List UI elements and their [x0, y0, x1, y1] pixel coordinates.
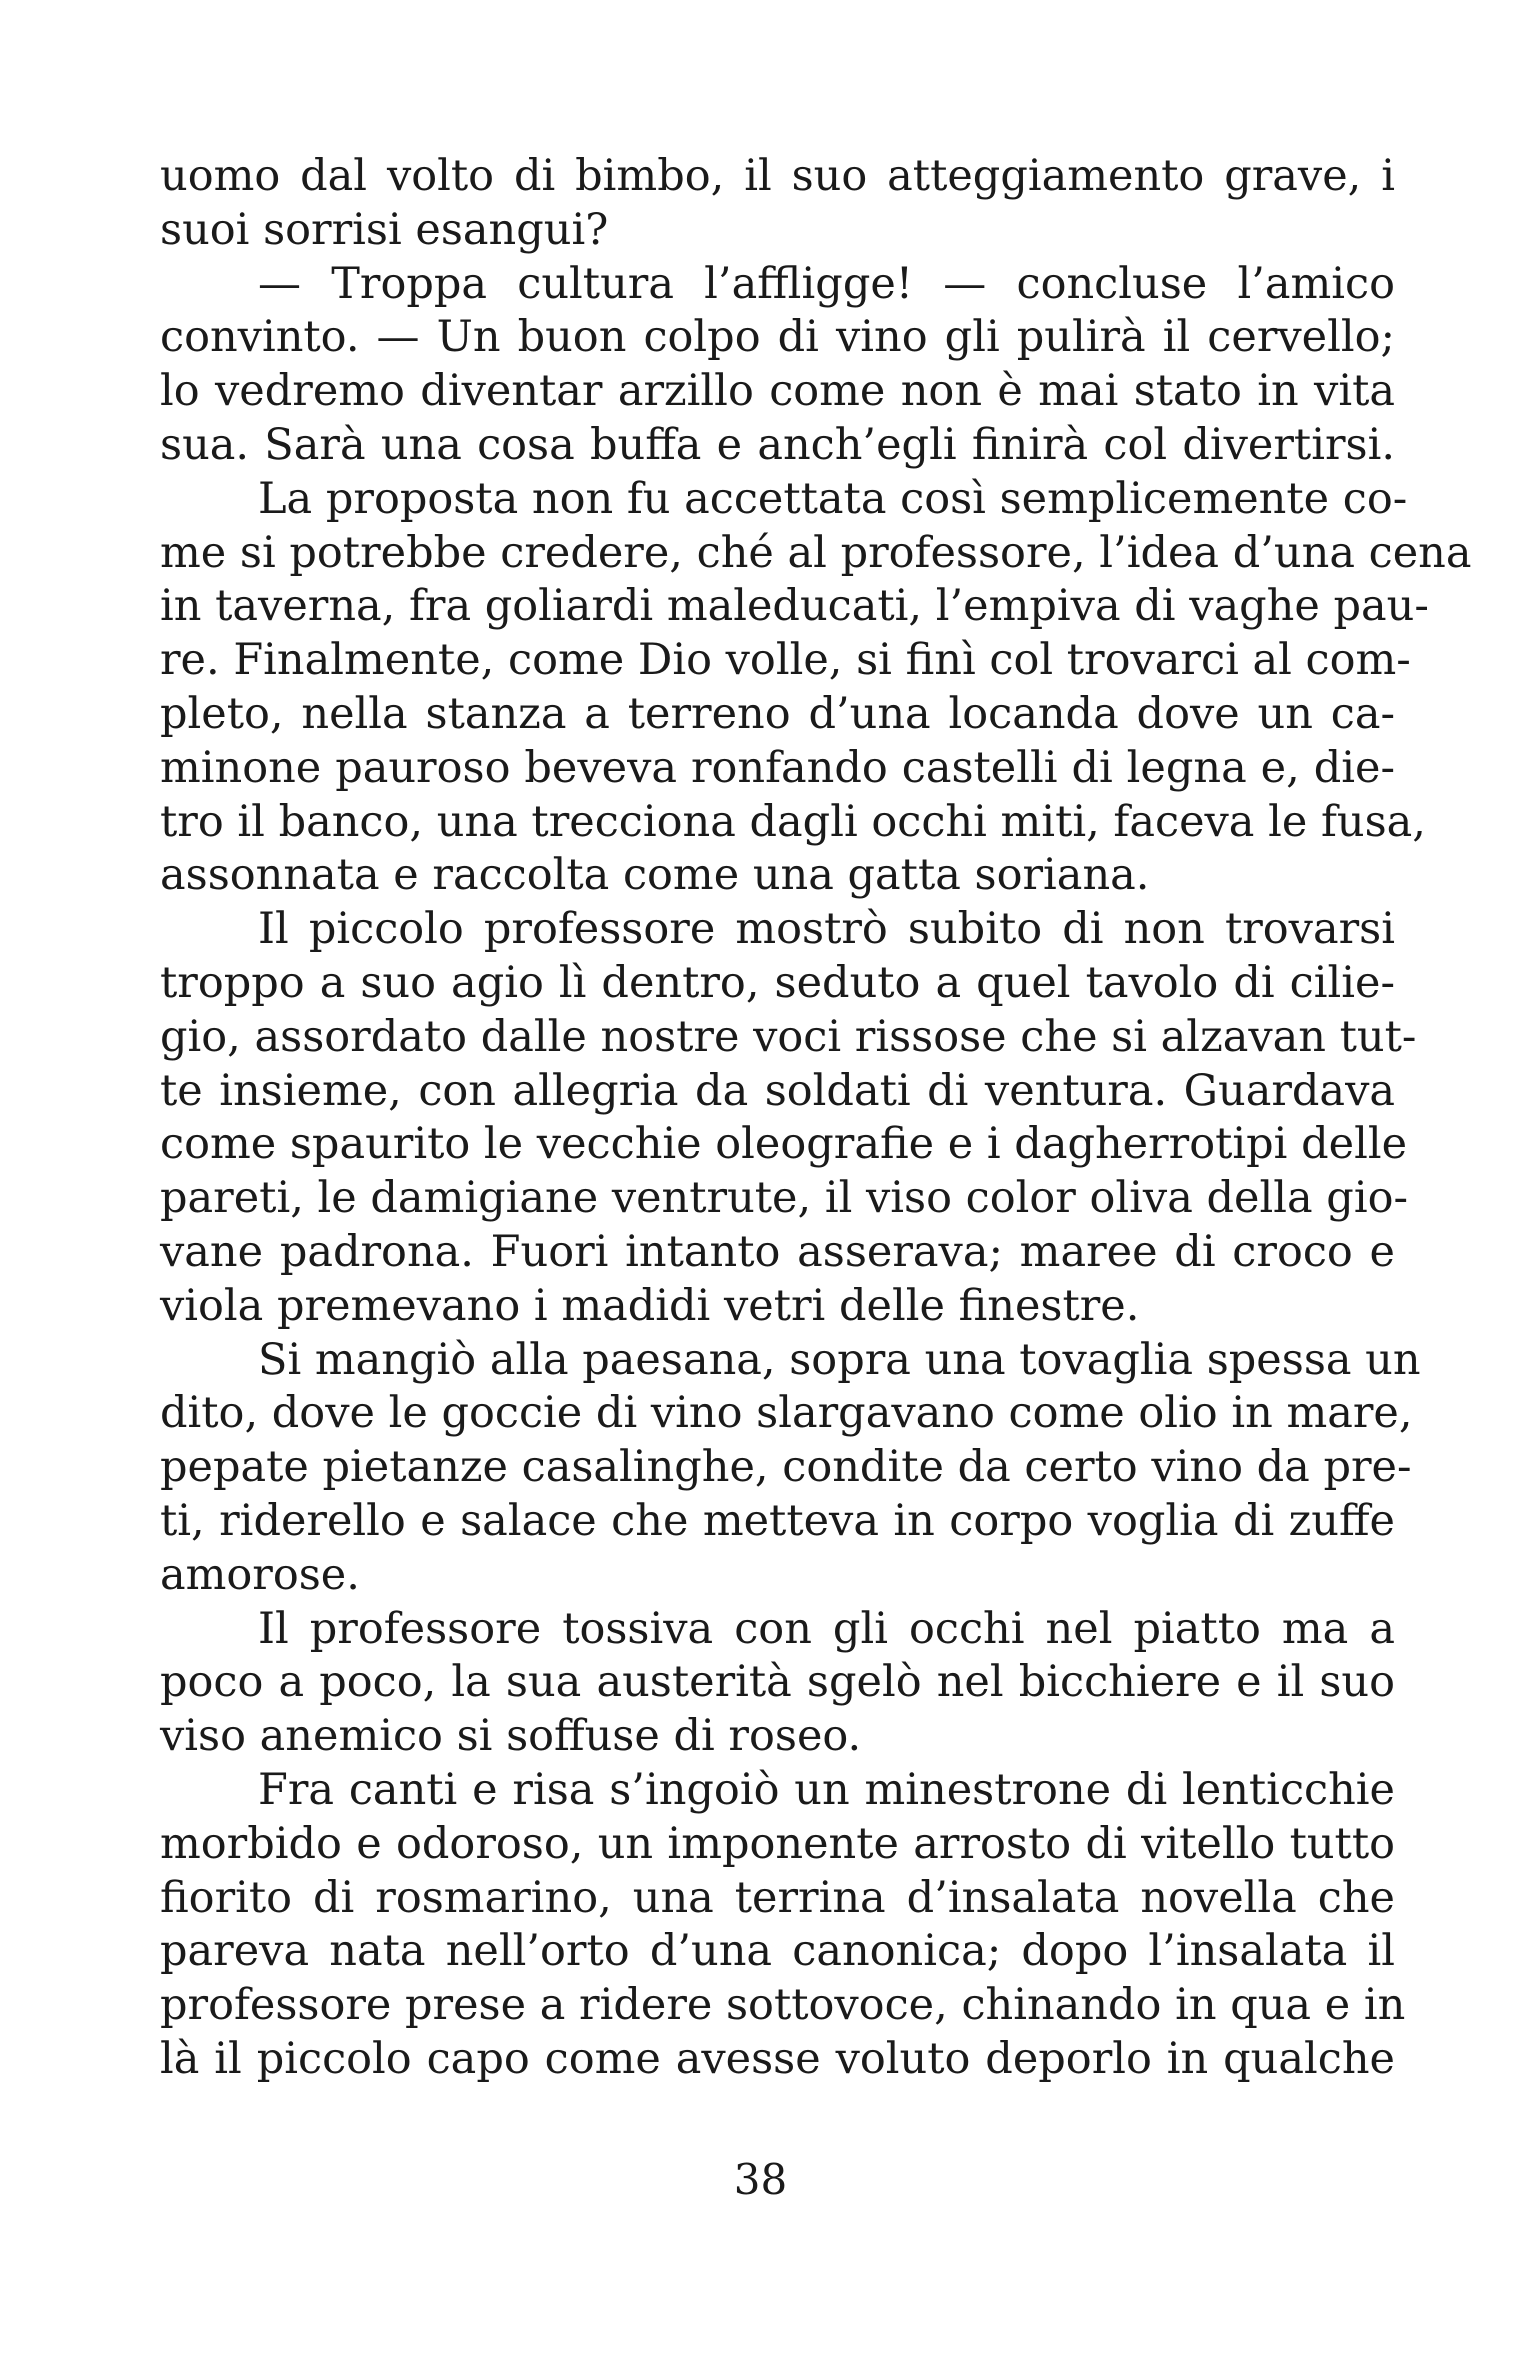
text-line: pleto, nella stanza a terreno d’una locanda dove un ca-: [160, 688, 1395, 739]
text-line: professore prese a ridere sottovoce, chinando in qua e in: [160, 1980, 1406, 2031]
text-line: vane padrona. Fuori intanto asserava; maree di croco e: [160, 1226, 1395, 1277]
text-line: Si mangiò alla paesana, sopra una tovaglia spessa un: [258, 1334, 1421, 1385]
text-line: viola premevano i madidi vetri delle finestre.: [160, 1280, 1140, 1331]
text-line: me si potrebbe credere, ché al professore, l’idea d’una cena: [160, 527, 1472, 578]
text-line: re. Finalmente, come Dio volle, si finì col trovarci al com-: [160, 635, 1411, 686]
text-line: come spaurito le vecchie oleografie e i dagherrotipi delle: [160, 1119, 1408, 1170]
text-line: pareva nata nell’orto d’una canonica; dopo l’insalata il: [160, 1926, 1395, 1977]
text-line: uomo dal volto di bimbo, il suo atteggiamento grave, i: [160, 151, 1395, 201]
text-line: La proposta non fu accettata così semplicemente co-: [258, 473, 1408, 524]
text-line: te insieme, con allegria da soldati di ventura. Guardava: [160, 1065, 1395, 1116]
text-line: dito, dove le goccie di vino slargavano come olio in mare,: [160, 1388, 1413, 1439]
page-number: 38: [733, 2155, 788, 2204]
text-line: gio, assordato dalle nostre voci rissose che si alzavan tut-: [160, 1011, 1417, 1062]
text-line: Il professore tossiva con gli occhi nel piatto ma a: [258, 1603, 1395, 1654]
text-line: suoi sorrisi esangui?: [160, 204, 609, 255]
body-text: [160, 150, 1472, 2087]
text-line: poco a poco, la sua austerità sgelò nel bicchiere e il suo: [160, 1657, 1395, 1708]
text-line: ti, riderello e salace che metteva in corpo voglia di zuffe: [160, 1495, 1395, 1546]
text-line: Fra canti e risa s’ingoiò un minestrone di lenticchie: [258, 1764, 1395, 1815]
text-line: morbido e odoroso, un imponente arrosto di vitello tutto: [160, 1818, 1395, 1869]
text-line: — Troppa cultura l’affligge! — concluse l’amico: [258, 258, 1395, 309]
text-line: fiorito di rosmarino, una terrina d’insalata novella che: [160, 1872, 1395, 1923]
text-line: in taverna, fra goliardi maleducati, l’empiva di vaghe pau-: [160, 581, 1429, 632]
text-line: viso anemico si soffuse di roseo.: [160, 1711, 862, 1762]
text-line: troppo a suo agio lì dentro, seduto a quel tavolo di cilie-: [160, 957, 1395, 1008]
text-line: minone pauroso beveva ronfando castelli di legna e, die-: [160, 742, 1395, 793]
text-line: Il piccolo professore mostrò subito di non trovarsi: [258, 904, 1395, 955]
text-line: pareti, le damigiane ventrute, il viso color oliva della gio-: [160, 1173, 1408, 1224]
text-line: amorose.: [160, 1549, 360, 1600]
text-line: lo vedremo diventar arzillo come non è mai stato in vita: [160, 366, 1395, 417]
text-line: là il piccolo capo come avesse voluto deporlo in qualche: [160, 2033, 1395, 2084]
text-line: convinto. — Un buon colpo di vino gli pulirà il cervello;: [160, 312, 1395, 363]
text-line: tro il banco, una trecciona dagli occhi miti, faceva le fusa,: [160, 796, 1426, 847]
text-line: sua. Sarà una cosa buffa e anch’egli finirà col divertirsi.: [160, 419, 1395, 470]
text-line: assonnata e raccolta come una gatta soriana.: [160, 850, 1150, 901]
text-line: pepate pietanze casalinghe, condite da certo vino da pre-: [160, 1442, 1412, 1493]
